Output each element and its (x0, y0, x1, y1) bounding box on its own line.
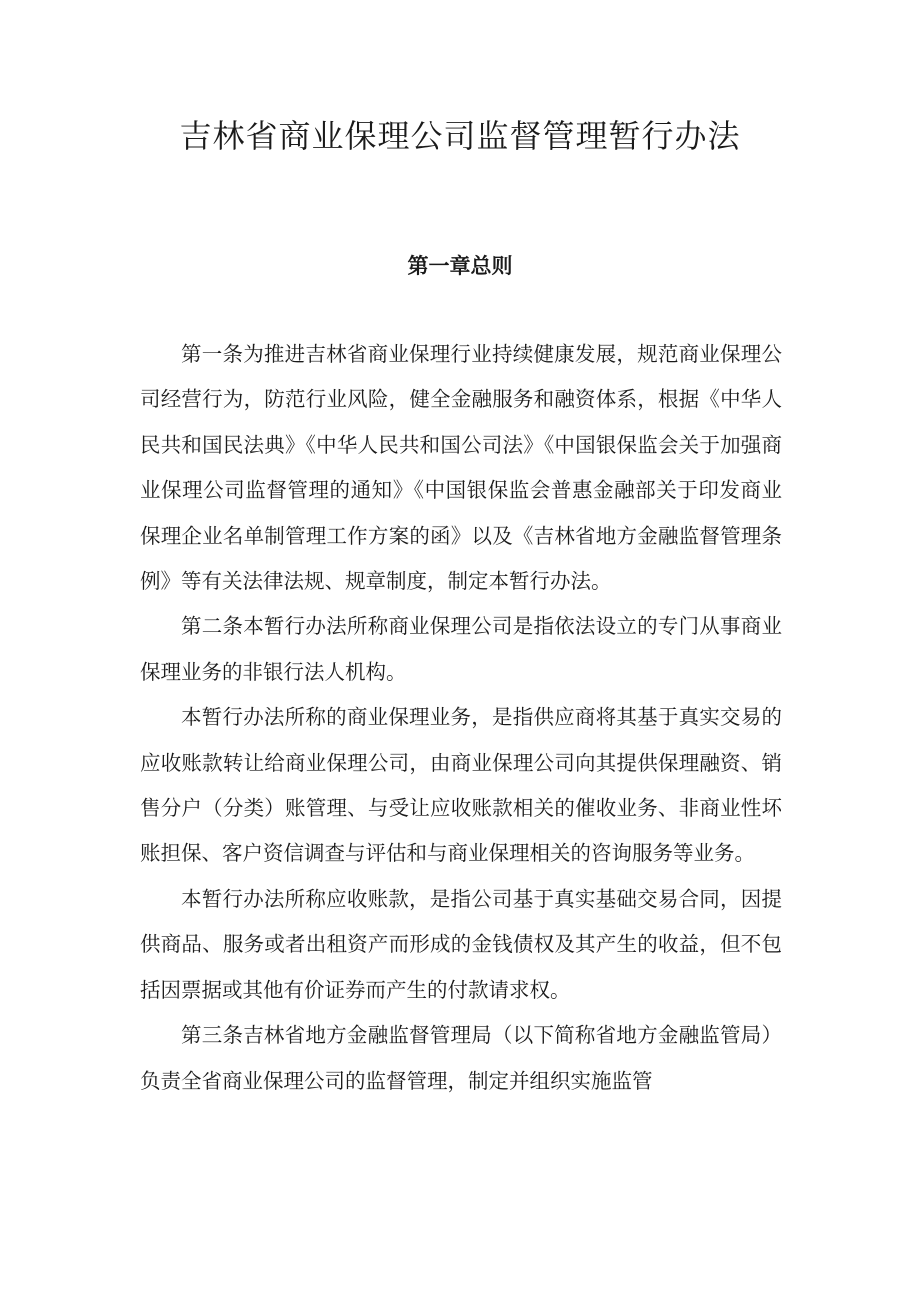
paragraph-factoring-definition: 本暂行办法所称的商业保理业务，是指供应商将其基于真实交易的应收账款转让给商业保理公司，由商业保理公司向其提供保理融资、销售分户（分类）账管理、与受让应收账款相关的催收业务、非商业性坏账担保、客户资信调查与评估和与商业保理相关的咨询服务等业务。 (140, 705, 782, 866)
paragraph-article-3: 第三条吉林省地方金融监督管理局（以下简称省地方金融监管局）负责全省商业保理公司的监督管理，制定并组织实施监管 (140, 1023, 782, 1093)
paragraph-article-2: 第二条本暂行办法所称商业保理公司是指依法设立的专门从事商业保理业务的非银行法人机构。 (140, 614, 782, 684)
chapter-title: 第一章总则 (407, 254, 513, 278)
document-title: 吉林省商业保理公司监督管理暂行办法 (179, 117, 741, 155)
paragraph-article-1: 第一条为推进吉林省商业保理行业持续健康发展，规范商业保理公司经营行为，防范行业风险，健全金融服务和融资体系，根据《中华人民共和国民法典》《中华人民共和国公司法》《中国银保监会关于加强商业保理公司监督管理的通知》《中国银保监会普惠金融部关于印发商业保理企业名单制管理工作方案的函》以及《吉林省地方金融监督管理条例》等有关法律法规、规章制度，制定本暂行办法。 (140, 342, 782, 594)
paragraph-receivables-definition: 本暂行办法所称应收账款，是指公司基于真实基础交易合同，因提供商品、服务或者出租资产而形成的金钱债权及其产生的收益，但不包括因票据或其他有价证券而产生的付款请求权。 (140, 886, 782, 1002)
body-text (140, 332, 782, 1104)
